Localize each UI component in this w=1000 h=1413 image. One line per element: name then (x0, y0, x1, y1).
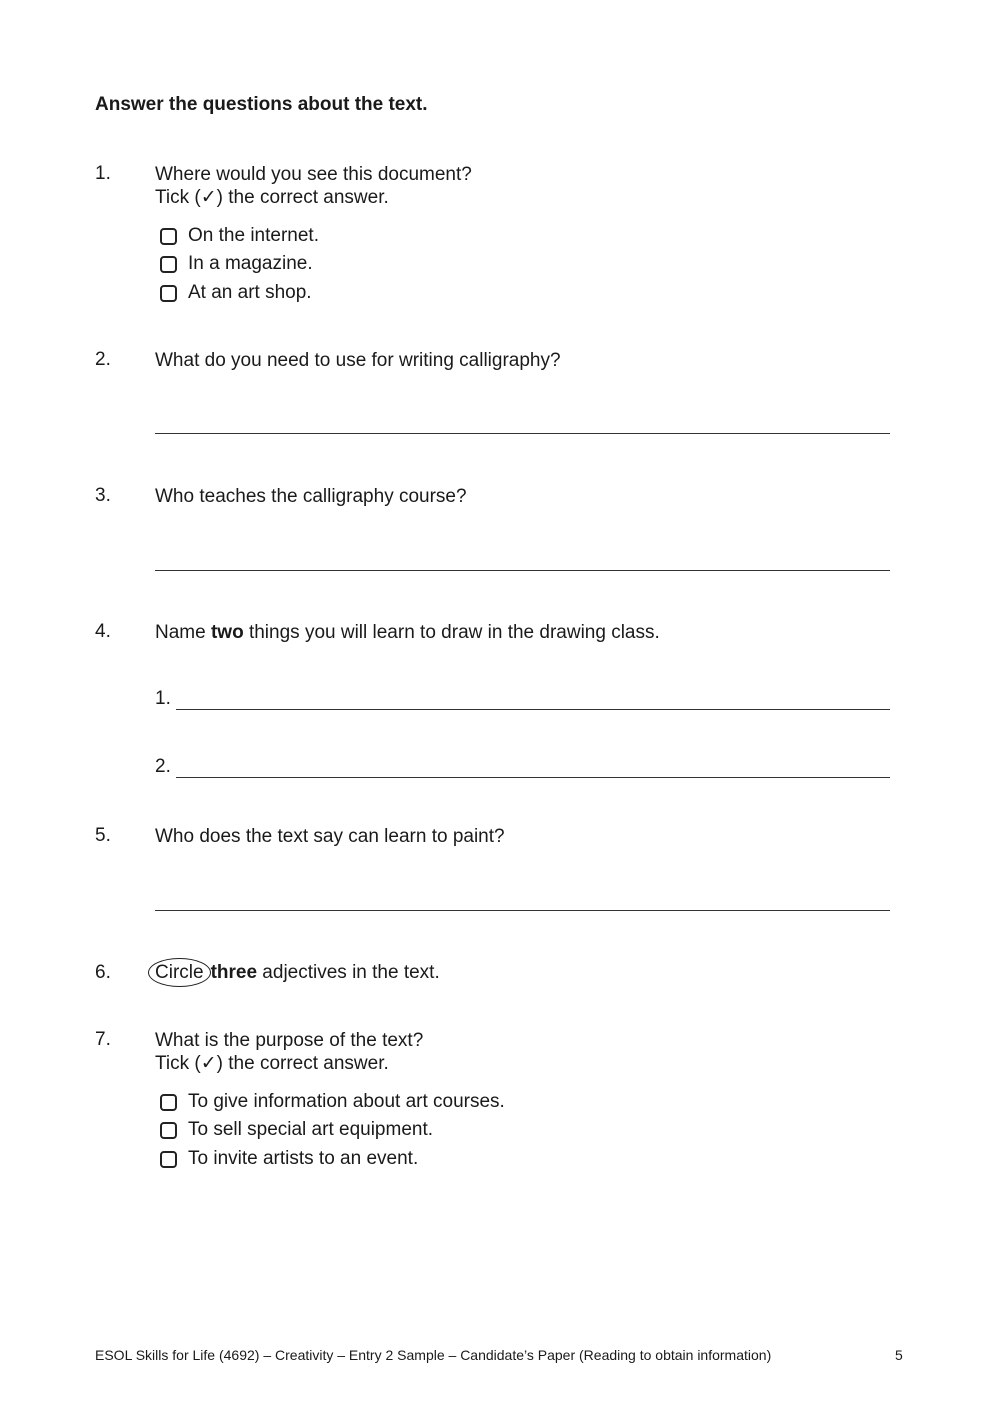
answer-line-2[interactable] (155, 756, 890, 778)
question-4-number: 4. (95, 621, 111, 642)
option-label: To sell special art equipment. (188, 1119, 434, 1140)
circled-word: Circle (148, 958, 211, 987)
question-2-text: What do you need to use for writing calligraphy? (155, 350, 561, 371)
checkbox[interactable] (160, 285, 177, 302)
option-label: On the internet. (188, 225, 319, 246)
question-1-number: 1. (95, 163, 111, 184)
question-5-number: 5. (95, 825, 111, 846)
answer-line-1[interactable] (155, 688, 890, 710)
question-7-option[interactable] (160, 1119, 433, 1141)
option-label: At an art shop. (188, 282, 312, 303)
question-1-option[interactable] (160, 282, 312, 304)
option-label: In a magazine. (188, 253, 313, 274)
answer-number: 1. (155, 688, 171, 709)
answer-line[interactable] (155, 570, 890, 571)
question-7-prompt: What is the purpose of the text? (155, 1030, 424, 1051)
question-7-number: 7. (95, 1029, 111, 1050)
question-3-text: Who teaches the calligraphy course? (155, 486, 467, 507)
answer-line[interactable] (155, 433, 890, 434)
question-7-text (155, 1029, 423, 1075)
question-1-option[interactable] (160, 225, 319, 247)
page-heading: Answer the questions about the text. (95, 94, 428, 115)
answer-number: 2. (155, 756, 171, 777)
question-6-text: Circle three adjectives in the text. (155, 958, 440, 987)
answer-line[interactable] (155, 910, 890, 911)
question-6-number: 6. (95, 962, 111, 983)
tick-icon: ✓ (200, 187, 217, 208)
option-label: To invite artists to an event. (188, 1148, 419, 1169)
question-7-option[interactable] (160, 1091, 505, 1113)
question-1-option[interactable] (160, 253, 313, 275)
question-1-text (155, 163, 472, 209)
footer-text: ESOL Skills for Life (4692) – Creativity – Entry 2 Sample – Candidate’s Paper (Reading to obtain information) (95, 1347, 772, 1363)
checkbox[interactable] (160, 1122, 177, 1139)
tick-icon: ✓ (200, 1053, 217, 1074)
checkbox[interactable] (160, 256, 177, 273)
checkbox[interactable] (160, 228, 177, 245)
checkbox[interactable] (160, 1151, 177, 1168)
question-1-prompt: Where would you see this document? (155, 164, 472, 185)
question-5-text: Who does the text say can learn to paint? (155, 826, 505, 847)
question-2-number: 2. (95, 349, 111, 370)
question-7-option[interactable] (160, 1148, 418, 1170)
page-number: 5 (895, 1347, 903, 1363)
question-1-instruction: Tick (✓) the correct answer. (155, 187, 389, 208)
question-3-number: 3. (95, 485, 111, 506)
question-4-text: Name two things you will learn to draw in the drawing class. (155, 622, 660, 643)
option-label: To give information about art courses. (188, 1091, 505, 1112)
question-7-instruction: Tick (✓) the correct answer. (155, 1053, 389, 1074)
checkbox[interactable] (160, 1094, 177, 1111)
